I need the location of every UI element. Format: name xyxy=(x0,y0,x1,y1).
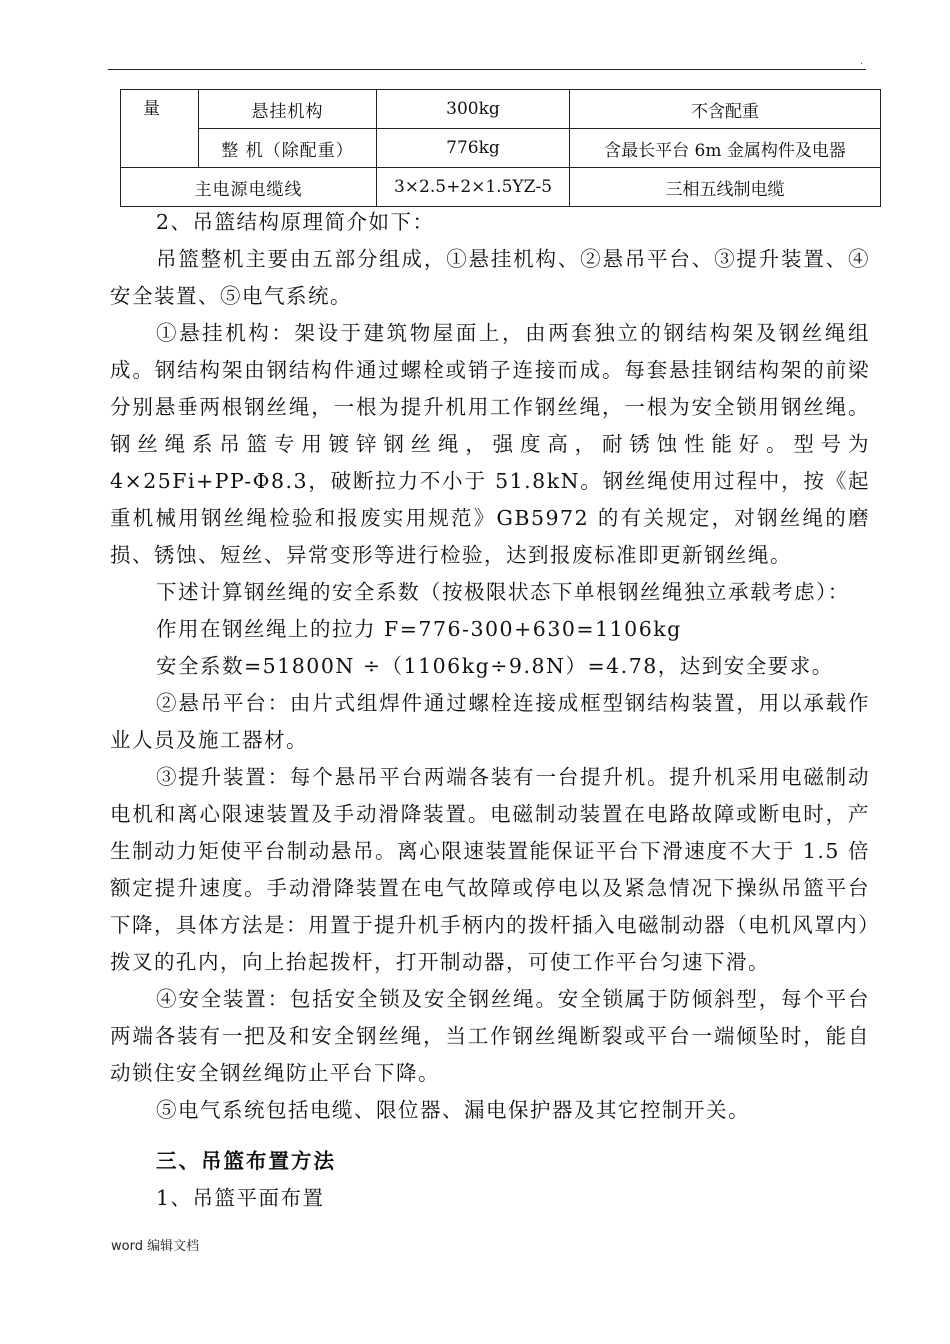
table-cell: 含最长平台 6m 金属构件及电器 xyxy=(570,129,881,168)
paragraph: 作用在钢丝绳上的拉力 F=776-300+630=1106kg xyxy=(156,617,682,641)
table-cell: 3×2.5+2×1.5YZ-5 xyxy=(377,168,570,207)
sub-heading: 1、吊篮平面布置 xyxy=(156,1186,325,1210)
paragraph: ④安全装置：包括安全锁及安全钢丝绳。安全锁属于防倾斜型，每个平台两端各装有一把及和安全钢丝绳，当工作钢丝绳断裂或平台一端倾坠时，能自动锁住安全钢丝绳防止平台下降。 xyxy=(110,987,870,1085)
paragraph: ⑤电气系统包括电缆、限位器、漏电保护器及其它控制开关。 xyxy=(156,1098,750,1122)
section-heading: 三、吊篮布置方法 xyxy=(156,1149,336,1173)
paragraph: 吊篮整机主要由五部分组成，①悬挂机构、②悬吊平台、③提升装置、④安全装置、⑤电气系统。 xyxy=(110,247,870,308)
header-mark: . xyxy=(860,56,864,67)
table-cell: 整 机（除配重） xyxy=(199,129,377,168)
header-rule xyxy=(108,69,866,70)
paragraph: 安全系数=51800N ÷（1106kg÷9.8N）=4.78，达到安全要求。 xyxy=(156,654,834,678)
table-cell: 不含配重 xyxy=(570,90,881,129)
spec-table xyxy=(120,89,881,207)
table-cell: 悬挂机构 xyxy=(199,90,377,129)
paragraph: ②悬吊平台：由片式组焊件通过螺栓连接成框型钢结构装置，用以承载作业人员及施工器材。 xyxy=(110,691,870,752)
paragraph: ③提升装置：每个悬吊平台两端各装有一台提升机。提升机采用电磁制动电机和离心限速装置及手动滑降装置。电磁制动装置在电路故障或断电时，产生制动力矩使平台制动悬吊。离心限速装置能保证平台下滑速度不大于 1.5 倍额定提升速度。手动滑降装置在电气故障或停电以及紧急情况下操纵吊篮平台下降，具体方法是：用置于提升机手柄内的拨杆插入电磁制动器（电机风罩内）拨叉的孔内，向上抬起拨杆，打开制动器，可使工作平台匀速下滑。 xyxy=(110,765,870,974)
table-row xyxy=(121,90,881,129)
table-row xyxy=(121,168,881,207)
table-cell: 776kg xyxy=(377,129,570,168)
table-cell: 三相五线制电缆 xyxy=(570,168,881,207)
qty-label-cell: 量 xyxy=(121,90,199,168)
footer-text: word 编辑文档 xyxy=(111,1239,200,1254)
table-cell: 主电源电缆线 xyxy=(121,168,377,207)
table-cell: 300kg xyxy=(377,90,570,129)
paragraph: ①悬挂机构：架设于建筑物屋面上，由两套独立的钢结构架及钢丝绳组成。钢结构架由钢结构件通过螺栓或销子连接而成。每套悬挂钢结构架的前梁分别悬垂两根钢丝绳，一根为提升机用工作钢丝绳，一根为安全锁用钢丝绳。钢丝绳系吊篮专用镀锌钢丝绳，强度高，耐锈蚀性能好。型号为 4×25Fi+PP-Φ8.3，破断拉力不小于 51.8kN。钢丝绳使用过程中，按《起重机械用钢丝绳检验和报废实用规范》GB5972 的有关规定，对钢丝绳的磨损、锈蚀、短丝、异常变形等进行检验，达到报废标准即更新钢丝绳。 xyxy=(110,321,870,567)
table-row xyxy=(121,129,881,168)
paragraph: 下述计算钢丝绳的安全系数（按极限状态下单根钢丝绳独立承载考虑）： xyxy=(156,580,850,604)
body-text xyxy=(110,204,870,1217)
paragraph: 2、吊篮结构原理简介如下： xyxy=(156,210,435,234)
